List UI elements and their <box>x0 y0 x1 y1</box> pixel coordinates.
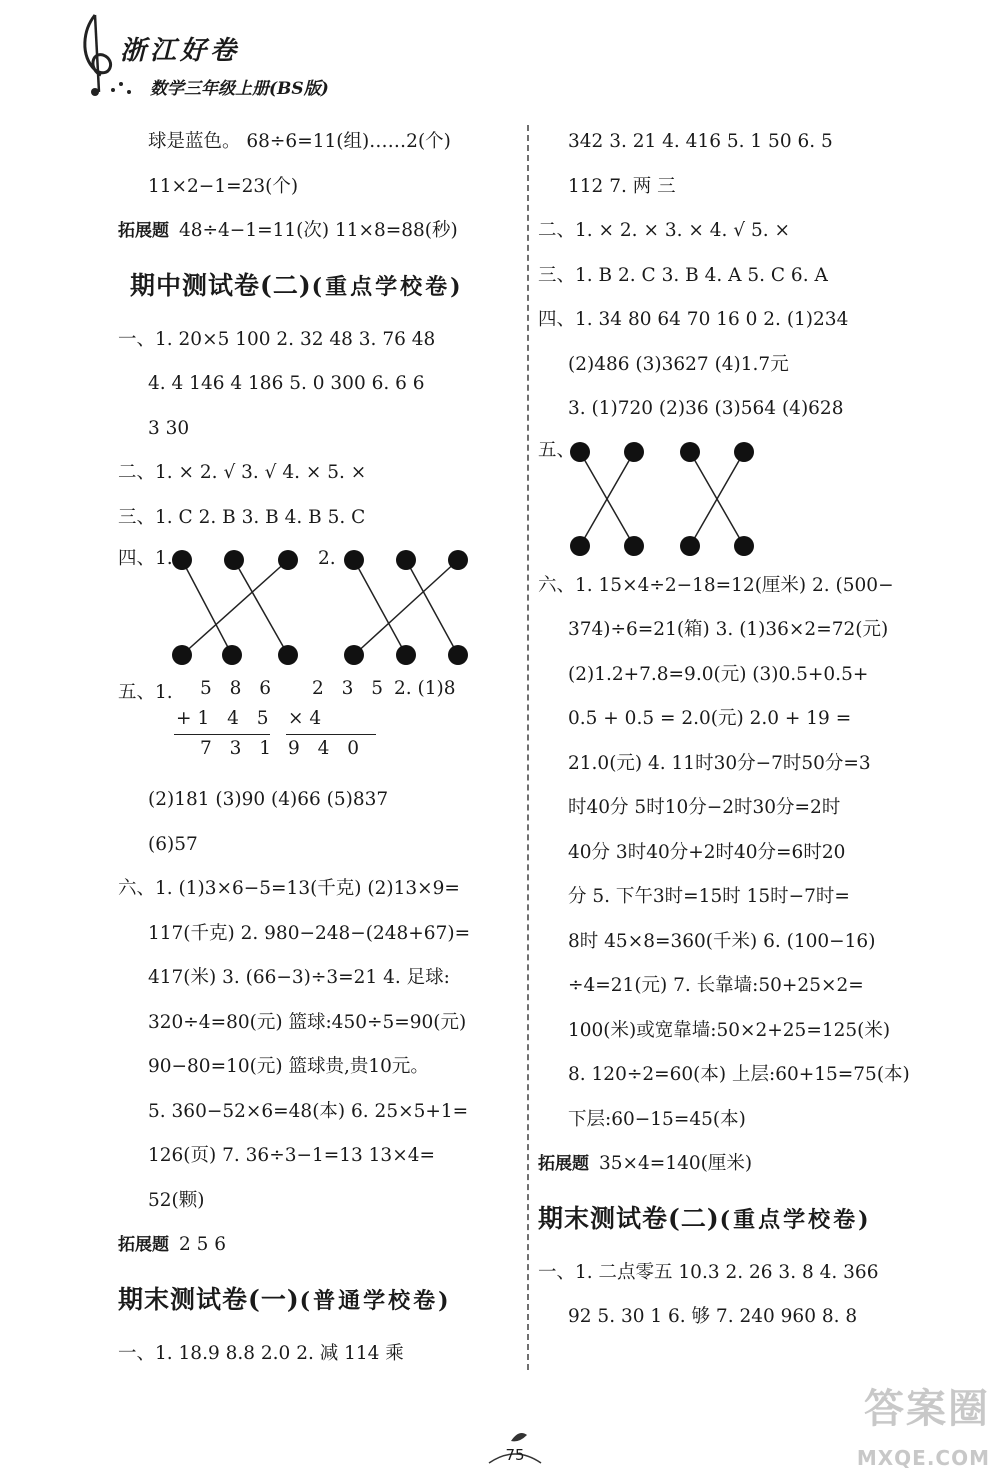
watermark-url: MXQE.COM <box>856 1446 990 1470</box>
extension-line <box>538 1142 948 1187</box>
section-title <box>538 1187 948 1251</box>
answer-line: 六、1. 15×4÷2−18=12(厘米) 2. (500− <box>538 574 894 596</box>
section-title <box>118 254 523 318</box>
match-dot <box>344 645 364 665</box>
answer-line: 时40分 5时10分−2时30分=2时 <box>568 797 841 818</box>
match-line <box>234 560 288 655</box>
answer-line: 374)÷6=21(箱) 3. (1)36×2=72(元) <box>568 619 889 640</box>
matching-diagram <box>118 540 523 670</box>
match-dot <box>734 442 754 462</box>
answer-line: 球是蓝色。 68÷6=11(组)……2(个) <box>148 131 451 152</box>
answer-line: 100(米)或宽靠墙:50×2+25=125(米) <box>568 1019 891 1041</box>
answer-line: 90−80=10(元) 篮球贵,贵10元。 <box>148 1056 429 1077</box>
match-dot <box>680 536 700 556</box>
answer-line: 分 5. 下午3时=15时 15时−7时= <box>568 886 850 907</box>
answer-line: ÷4=21(元) 7. 长靠墙:50+25×2= <box>568 975 864 996</box>
answer-line: 11×2−1=23(个) <box>148 175 299 197</box>
answer-line: (2)181 (3)90 (4)66 (5)837 <box>148 789 389 810</box>
calc2-mid: × 4 <box>288 708 322 729</box>
section-note: (重点学校卷) <box>311 273 464 300</box>
answer-line: 下层:60−15=45(本) <box>568 1108 746 1130</box>
match-dot <box>570 536 590 556</box>
answer-line: (2)486 (3)3627 (4)1.7元 <box>568 353 789 375</box>
answer-line: 8. 120÷2=60(本) 上层:60+15=75(本) <box>568 1064 910 1085</box>
match-line <box>354 560 406 655</box>
book-subtitle: 数学三年级上册(BS版) <box>150 79 329 99</box>
match-dot <box>224 550 244 570</box>
column-divider <box>527 125 529 1370</box>
extension-line <box>118 1223 523 1268</box>
answer-line: 一、1. 20×5 100 2. 32 48 3. 76 48 <box>118 328 436 350</box>
match-dot <box>222 645 242 665</box>
calc1-rule <box>174 734 270 735</box>
section-note: (普通学校卷) <box>299 1287 452 1314</box>
extension-answer: 48÷4−1=11(次) 11×8=88(秒) <box>179 220 458 241</box>
vertical-label: 五、1. <box>118 682 173 703</box>
answer-line: 四、1. 34 80 64 70 16 0 2. (1)234 <box>538 309 849 330</box>
answer-line: 3 30 <box>148 417 190 439</box>
answer-line: 52(颗) <box>148 1189 205 1211</box>
diagram-label: 2. <box>318 548 336 569</box>
answer-line: 117(千克) 2. 980−248−(248+67)= <box>148 922 471 944</box>
matching-lines <box>538 432 938 564</box>
match-dot <box>278 550 298 570</box>
match-dot <box>396 645 416 665</box>
calc1-mid: +1 4 5 <box>176 708 275 729</box>
answer-line: 112 7. 两 三 <box>568 175 676 197</box>
watermark-logo-text: 答案圈 <box>864 1386 990 1432</box>
answer-line: 一、1. 18.9 8.8 2.0 2. 减 114 乘 <box>118 1342 404 1364</box>
calc2-top: 2 3 5 <box>312 678 390 699</box>
vertical-calculation <box>118 670 523 778</box>
match-dot <box>624 442 644 462</box>
section-title <box>118 1268 523 1332</box>
match-line <box>354 560 458 655</box>
answer-line: 320÷4=80(元) 篮球:450÷5=90(元) <box>148 1011 467 1033</box>
diagram-label: 四、1. <box>118 548 173 569</box>
extension-tag: 拓展题 <box>118 1235 169 1255</box>
answer-line: 92 5. 30 1 6. 够 7. 240 960 8. 8 <box>568 1306 858 1327</box>
section-title-text: 期末测试卷(一) <box>118 1284 300 1314</box>
match-dot <box>278 645 298 665</box>
page-header <box>0 0 1000 110</box>
match-line <box>406 560 458 655</box>
match-dot <box>172 645 192 665</box>
section-title-text: 期末测试卷(二) <box>538 1203 720 1233</box>
book-title: 浙江好卷 <box>120 36 241 66</box>
section-title-text: 期中测试卷(二) <box>130 270 312 300</box>
extension-tag: 拓展题 <box>538 1154 589 1174</box>
extension-answer: 2 5 6 <box>179 1234 227 1255</box>
answer-line: 0.5 + 0.5 = 2.0(元) 2.0 + 19 = <box>568 708 852 729</box>
match-dot <box>624 536 644 556</box>
answer-line: 三、1. B 2. C 3. B 4. A 5. C 6. A <box>538 264 828 286</box>
answer-line: 5. 360−52×6=48(本) 6. 25×5+1= <box>148 1100 469 1122</box>
answer-line: 8时 45×8=360(千米) 6. (100−16) <box>568 930 876 952</box>
answer-line: 三、1. C 2. B 3. B 4. B 5. C <box>118 506 366 528</box>
answer-line: 40分 3时40分+2时40分=6时20 <box>568 841 846 863</box>
page-number: 75 <box>505 1446 525 1464</box>
calc1-top: 5 8 6 <box>200 678 278 699</box>
left-column <box>118 120 523 1376</box>
right-column <box>538 120 948 1340</box>
diagram-label: 五、 <box>538 439 576 461</box>
answer-line: (6)57 <box>148 833 198 855</box>
answer-line: 六、1. (1)3×6−5=13(千克) (2)13×9= <box>118 878 460 899</box>
extension-line <box>118 209 523 254</box>
section-note: (重点学校卷) <box>719 1206 872 1233</box>
answer-line: (2)1.2+7.8=9.0(元) (3)0.5+0.5+ <box>568 663 869 685</box>
calc1-result: 7 3 1 <box>200 738 278 759</box>
answer-line: 21.0(元) 4. 11时30分−7时50分=3 <box>568 752 871 774</box>
calc2-result: 9 4 0 <box>288 738 366 759</box>
match-dot <box>344 550 364 570</box>
answer-line: 二、1. × 2. × 3. × 4. √ 5. × <box>538 220 790 241</box>
match-dot <box>734 536 754 556</box>
answer-line: 126(页) 7. 36÷3−1=13 13×4= <box>148 1145 435 1166</box>
match-dot <box>448 550 468 570</box>
extension-answer: 35×4=140(厘米) <box>599 1153 753 1174</box>
answer-line: 3. (1)720 (2)36 (3)564 (4)628 <box>568 398 844 419</box>
match-dot <box>680 442 700 462</box>
answer-line: 342 3. 21 4. 416 5. 1 50 6. 5 <box>568 131 833 152</box>
answer-line: 4. 4 146 4 186 5. 0 300 6. 6 6 <box>148 373 425 394</box>
calc2-rule <box>286 734 376 735</box>
match-dot <box>396 550 416 570</box>
calc-tail: 2. (1)8 <box>394 678 456 699</box>
match-dot <box>172 550 192 570</box>
matching-diagram <box>538 432 948 564</box>
answer-line: 417(米) 3. (66−3)÷3=21 4. 足球: <box>148 967 450 988</box>
match-line <box>182 560 232 655</box>
answer-line: 一、1. 二点零五 10.3 2. 26 3. 8 4. 366 <box>538 1261 879 1283</box>
answer-line: 二、1. × 2. √ 3. √ 4. × 5. × <box>118 462 367 483</box>
match-dot <box>448 645 468 665</box>
match-line <box>182 560 288 655</box>
extension-tag: 拓展题 <box>118 221 169 241</box>
